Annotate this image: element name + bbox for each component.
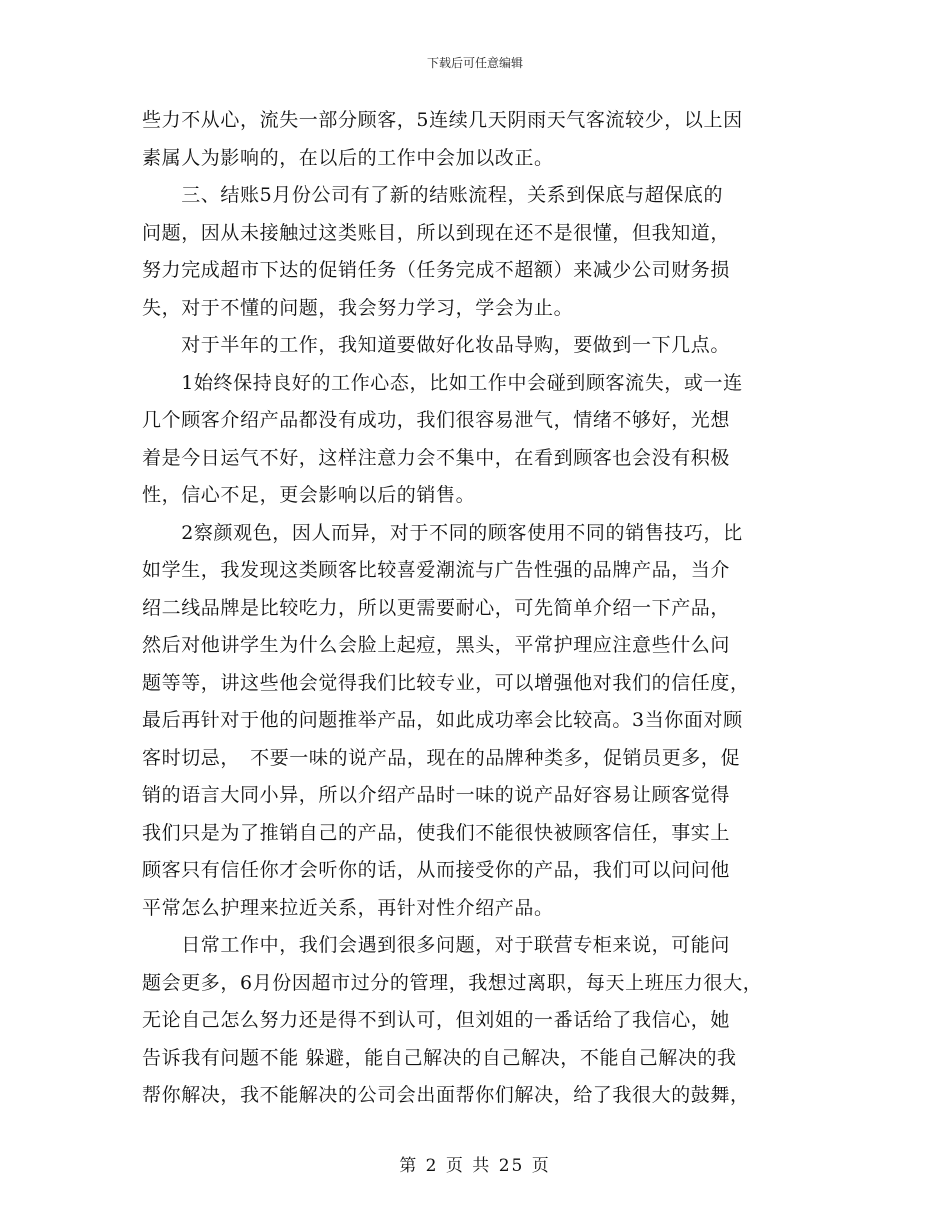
text-line: 无论自己怎么努力还是得不到认可，但刘姐的一番话给了我信心，她 (142, 1009, 731, 1031)
text-line: 几个顾客介绍产品都没有成功，我们很容易泄气，情绪不够好，光想 (142, 409, 731, 431)
text-line: 2察颜观色，因人而异，对于不同的顾客使用不同的销售技巧，比 (142, 521, 743, 544)
text-line: 平常怎么护理来拉近关系，再针对性介绍产品。 (142, 896, 554, 919)
page-header: 下载后可任意编辑 (426, 56, 523, 70)
text-line: 告诉我有问题不能 躲避，能自己解决的自己解决，不能自己解决的我 (142, 1046, 737, 1069)
document-body (142, 102, 822, 1115)
text-line: 问题，因从未接触过这类账目，所以到现在还不是很懂，但我知道， (142, 221, 731, 244)
text-line: 1始终保持良好的工作心态，比如工作中会碰到顾客流失，或一连 (142, 371, 743, 394)
text-line: 最后再针对于他的问题推举产品，如此成功率会比较高。3当你面对顾 (142, 709, 743, 731)
text-line: 对于半年的工作，我知道要做好化妆品导购，要做到一下几点。 (142, 334, 731, 356)
text-line: 题等等，讲这些他会觉得我们比较专业，可以增强他对我们的信任度， (142, 671, 750, 694)
text-line: 性，信心不足，更会影响以后的销售。 (142, 484, 476, 506)
page-number-footer: 第 2 页 共 25 页 (399, 1156, 551, 1176)
text-line: 绍二线品牌是比较吃力，所以更需要耐心，可先简单介绍一下产品， (142, 596, 731, 619)
text-line: 三、结账5月份公司有了新的结账流程，关系到保底与超保底的 (142, 184, 724, 206)
text-line: 着是今日运气不好，这样注意力会不集中，在看到顾客也会没有积极 (142, 446, 731, 469)
text-line: 些力不从心，流失一部分顾客，5连续几天阴雨天气客流较少，以上因 (142, 109, 743, 131)
text-line: 客时切忌， 不要一味的说产品，现在的品牌种类多，促销员更多，促 (142, 746, 741, 769)
text-line: 努力完成超市下达的促销任务（任务完成不超额）来减少公司财务损 (142, 259, 731, 281)
text-line: 然后对他讲学生为什么会脸上起痘，黑头，平常护理应注意些什么问 (142, 634, 731, 656)
text-line: 我们只是为了推销自己的产品，使我们不能很快被顾客信任，事实上 (142, 821, 731, 844)
text-line: 顾客只有信任你才会听你的话，从而接受你的产品，我们可以问问他 (142, 859, 731, 881)
text-line: 题会更多，6月份因超市过分的管理，我想过离职，每天上班压力很大， (142, 971, 763, 994)
text-line: 帮你解决，我不能解决的公司会出面帮你们解决，给了我很大的鼓舞， (142, 1084, 750, 1106)
text-line: 失，对于不懂的问题，我会努力学习，学会为止。 (142, 296, 574, 319)
text-line: 如学生，我发现这类顾客比较喜爱潮流与广告性强的品牌产品，当介 (142, 559, 731, 581)
text-line: 素属人为影响的，在以后的工作中会加以改正。 (142, 146, 554, 169)
text-line: 日常工作中，我们会遇到很多问题，对于联营专柜来说，可能问 (142, 934, 731, 956)
text-line: 销的语言大同小异，所以介绍产品时一味的说产品好容易让顾客觉得 (142, 784, 731, 806)
